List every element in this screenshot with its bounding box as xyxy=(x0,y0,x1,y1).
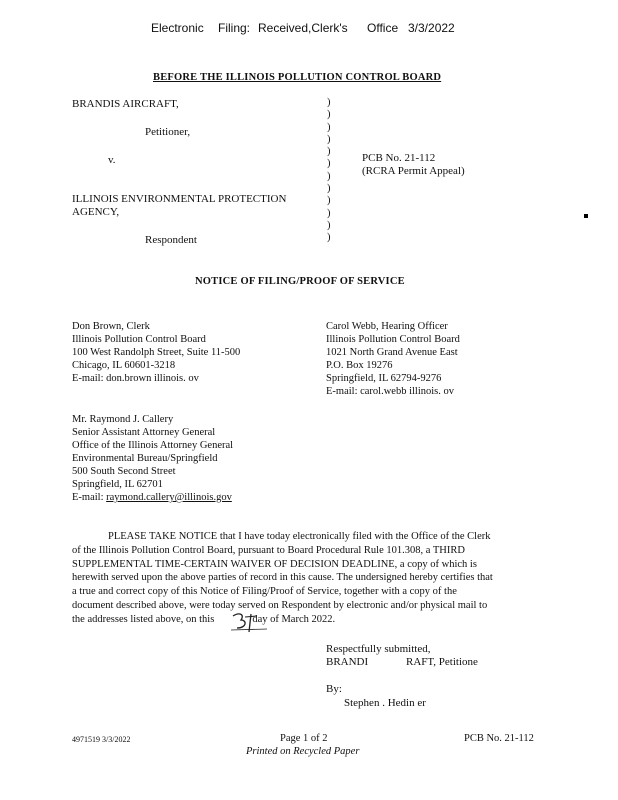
board-heading: BEFORE THE ILLINOIS POLLUTION CONTROL BOARD xyxy=(153,72,442,83)
respondent-role: Respondent xyxy=(145,234,197,246)
footer-doc-id: 4971519 3/3/2022 xyxy=(72,735,131,744)
address-line: 500 South Second Street xyxy=(72,466,176,477)
caption-parens: ) ) ) ) ) ) ) ) ) ) ) ) xyxy=(327,97,331,244)
signature-by: By: xyxy=(326,683,342,695)
address-line: Office of the Illinois Attorney General xyxy=(72,440,234,451)
respondent-name-line2: AGENCY, xyxy=(72,206,120,218)
signature-signer: Stephen . Hedin er xyxy=(344,697,426,709)
handwritten-day-mark xyxy=(229,610,269,636)
address-clerk xyxy=(72,320,240,385)
stamp-filing: Filing: xyxy=(218,21,251,35)
body-line: document described above, were today served on Respondent by electronic and/or physical mail to xyxy=(72,599,488,611)
footer-recycled: Printed on Recycled Paper xyxy=(246,746,360,757)
body-line: SUPPLEMENTAL TIME-CERTAIN WAIVER OF DECISION DEADLINE, a copy of which is xyxy=(72,558,477,570)
address-line: Don Brown, Clerk xyxy=(72,321,150,332)
address-email: E-mail: carol.webb illinois. ov xyxy=(326,386,455,397)
address-line: 100 West Randolph Street, Suite 11-500 xyxy=(72,347,241,358)
respondent-name-line1: ILLINOIS ENVIRONMENTAL PROTECTION xyxy=(72,193,287,205)
attorney-email-link[interactable]: raymond.callery@illinois.gov xyxy=(106,492,232,503)
stamp-electronic: Electronic xyxy=(151,21,204,35)
address-email: E-mail: don.brown illinois. ov xyxy=(72,373,199,384)
email-label: E-mail: xyxy=(72,492,107,503)
footer-case-ref: PCB No. 21-112 xyxy=(464,733,534,744)
signature-closing: Respectfully submitted, xyxy=(326,643,431,655)
petitioner-name: BRANDIS AIRCRAFT, xyxy=(72,98,179,110)
address-line: Springfield, IL 62794-9276 xyxy=(326,373,442,384)
stamp-date: 3/3/2022 xyxy=(408,21,455,35)
case-type: (RCRA Permit Appeal) xyxy=(362,165,465,177)
address-line: 1021 North Grand Avenue East xyxy=(326,347,458,358)
address-line: P.O. Box 19276 xyxy=(326,360,393,371)
notice-title: NOTICE OF FILING/PROOF OF SERVICE xyxy=(195,276,405,287)
stamp-office: Office xyxy=(367,21,399,35)
signature-party-b: RAFT, Petitione xyxy=(406,656,478,668)
body-line: a true and correct copy of this Notice of Filing/Proof of Service, together with a copy of the xyxy=(72,586,457,598)
versus: v. xyxy=(108,154,116,166)
address-line: Springfield, IL 62701 xyxy=(72,479,163,490)
signature-party-a: BRANDI xyxy=(326,656,369,668)
address-line: Carol Webb, Hearing Officer xyxy=(326,321,448,332)
address-line: Illinois Pollution Control Board xyxy=(72,334,206,345)
address-line: Chicago, IL 60601-3218 xyxy=(72,360,176,371)
scan-artifact-dot xyxy=(584,214,588,218)
case-number: PCB No. 21-112 xyxy=(362,152,436,164)
address-line: Environmental Bureau/Springfield xyxy=(72,453,218,464)
address-line: Illinois Pollution Control Board xyxy=(326,334,460,345)
address-attorney-general xyxy=(72,413,233,504)
address-line: Mr. Raymond J. Callery xyxy=(72,414,174,425)
address-line: Senior Assistant Attorney General xyxy=(72,427,216,438)
footer-page-number: Page 1 of 2 xyxy=(280,733,328,744)
body-line-last: the addresses listed above, on this day of March 2022. xyxy=(72,613,336,625)
stamp-received: Received,Clerk's xyxy=(258,21,348,35)
body-line: PLEASE TAKE NOTICE that I have today electronically filed with the Office of the Clerk xyxy=(108,531,491,542)
body-line: of the Illinois Pollution Control Board, pursuant to Board Procedural Rule 101.308, a THIRD xyxy=(72,544,465,556)
notice-body xyxy=(72,530,544,627)
address-hearing-officer xyxy=(326,320,460,398)
petitioner-role: Petitioner, xyxy=(145,126,191,138)
body-line: herewith served upon the above parties of record in this cause. The undersigned hereby certifies that xyxy=(72,572,493,584)
